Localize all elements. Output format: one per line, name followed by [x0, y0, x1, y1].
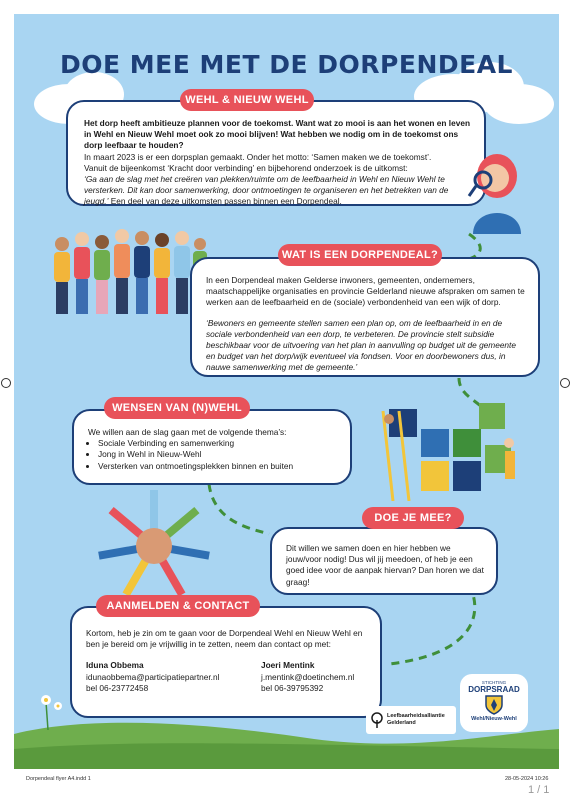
flower-icon: [36, 690, 66, 730]
leefbaarheid-logo: [366, 706, 456, 734]
leefbaarheid-logo-text: Leefbaarheidsalliantie Gelderland: [387, 713, 445, 726]
dorpendeal-quote: ‘Bewoners en gemeente stellen samen een plan op, om de leefbaarheid in en de sociale verbondenheid van een dorp, te verbeteren. De provincie stelt subsidie beschikbaar voor de uitvoering van het plan in aanvulling op budget uit de gemeente en budget van het dorp/wijk eventueel via fondsen. Voor en doorbewoners dus, in nauwe samenwerking met de gemeente.’: [206, 317, 516, 373]
footer-datetime: 28-05-2024 10:26: [505, 776, 549, 782]
contact-persons: [86, 660, 368, 694]
wensen-card: [72, 409, 352, 485]
list-item: • Sociale Verbinding en samenwerking: [98, 438, 338, 449]
list-item: • Versterken van ontmoetingsplekken binnen en buiten: [98, 461, 338, 472]
print-footer: [0, 769, 571, 800]
dorpendeal-text: In een Dorpendeal maken Gelderse inwoners, gemeenten, ondernemers, maatschappelijke organisaties en provincie Gelderland nieuwe afspraken om samen te werken aan de leefbaarheid en de (sociale) verbondenheid van een wijk of dorp.: [206, 275, 525, 308]
dorpsraad-logo: [460, 674, 528, 732]
girl-magnifier-illustration: [459, 146, 531, 234]
contact-email[interactable]: j.mentink@doetinchem.nl: [261, 671, 355, 682]
footer-filename: Dorpendeal flyer A4.indd 1: [26, 776, 91, 782]
page-title: DOE MEE MET DE DORPENDEAL: [60, 50, 513, 79]
contact-card: [70, 606, 382, 718]
contact-phone: bel 06-23772458: [86, 682, 149, 693]
hands-together-illustration: [94, 488, 214, 598]
wehl-quote: ‘Ga aan de slag met het creëren van plekken/ruimte om de leefbaarheid in Wehl en Nieuw Wehl te versterken. Dit kan door samenwerking, door ontmoetingen te organiseren en het betrekken van de jeugd.’: [84, 174, 449, 207]
contact-name: Iduna Obbema: [86, 660, 144, 671]
wehl-outro: Een deel van deze uitkomsten passen binnen een Dorpendeal.: [110, 196, 342, 207]
wensen-label: WENSEN VAN (N)WEHL: [104, 397, 250, 419]
wehl-line2: Vanuit de bijeenkomst ‘Kracht door verbinding’ en bijbehorend onderzoek is de uitkomst:: [84, 162, 408, 173]
contact-intro: Kortom, heb je zin om te gaan voor de Dorpendeal Wehl en Nieuw Wehl en ben je bereid om je vrijwillig in te zetten, neem dan contact op met:: [86, 628, 363, 650]
contact-person: [261, 660, 354, 694]
puzzle-illustration: [369, 389, 529, 501]
wehl-line1: In maart 2023 is er een dorpsplan gemaakt. Onder het motto: ‘Samen maken we de toekomst’.: [84, 151, 432, 162]
crowd-illustration: [48, 214, 208, 319]
wehl-intro: Het dorp heeft ambitieuze plannen voor de toekomst. Want wat zo mooi is aan het wonen en leven in Wehl en Nieuw Wehl moet ook zo mooi blijven! Wat hebben we nodig om in de toekomst ons dorp leefbaar te houden?: [84, 118, 471, 151]
dorpendeal-card: [190, 257, 540, 377]
shield-icon: [485, 695, 503, 715]
registration-mark: [1, 378, 11, 388]
list-item: • Jong in Wehl in Nieuw-Wehl: [98, 449, 338, 460]
page-indicator: 1 / 1: [528, 784, 550, 796]
flyer-poster: [14, 14, 559, 769]
contact-label: AANMELDEN & CONTACT: [96, 595, 260, 617]
wensen-intro: We willen aan de slag gaan met de volgende thema’s:: [88, 427, 287, 437]
doemee-text: Dit willen we samen doen en hier hebben we jouw/voor nodig! Dus wil jij meedoen, of heb je een goed idee voor de aanpak hiervan? Dan horen we dat graag!: [286, 543, 484, 587]
contact-phone: bel 06-39795392: [261, 682, 324, 693]
wehl-label: WEHL & NIEUW WEHL: [180, 89, 314, 111]
contact-person: [86, 660, 261, 694]
dorpsraad-name: DORPSRAAD: [468, 685, 520, 694]
dorpsraad-stichting: STICHTING: [481, 680, 507, 685]
contact-email[interactable]: idunaobbema@participatiepartner.nl: [86, 671, 220, 682]
contact-name: Joeri Mentink: [261, 660, 315, 671]
registration-mark: [560, 378, 570, 388]
dorpendeal-label: WAT IS EEN DORPENDEAL?: [278, 244, 442, 266]
wehl-card: [66, 100, 486, 206]
tree-icon: [370, 712, 384, 728]
dorpsraad-sub: Wehl/Nieuw-Wehl: [471, 716, 517, 722]
wensen-list: [88, 438, 338, 472]
doemee-card: [270, 527, 498, 595]
doemee-label: DOE JE MEE?: [362, 507, 464, 529]
